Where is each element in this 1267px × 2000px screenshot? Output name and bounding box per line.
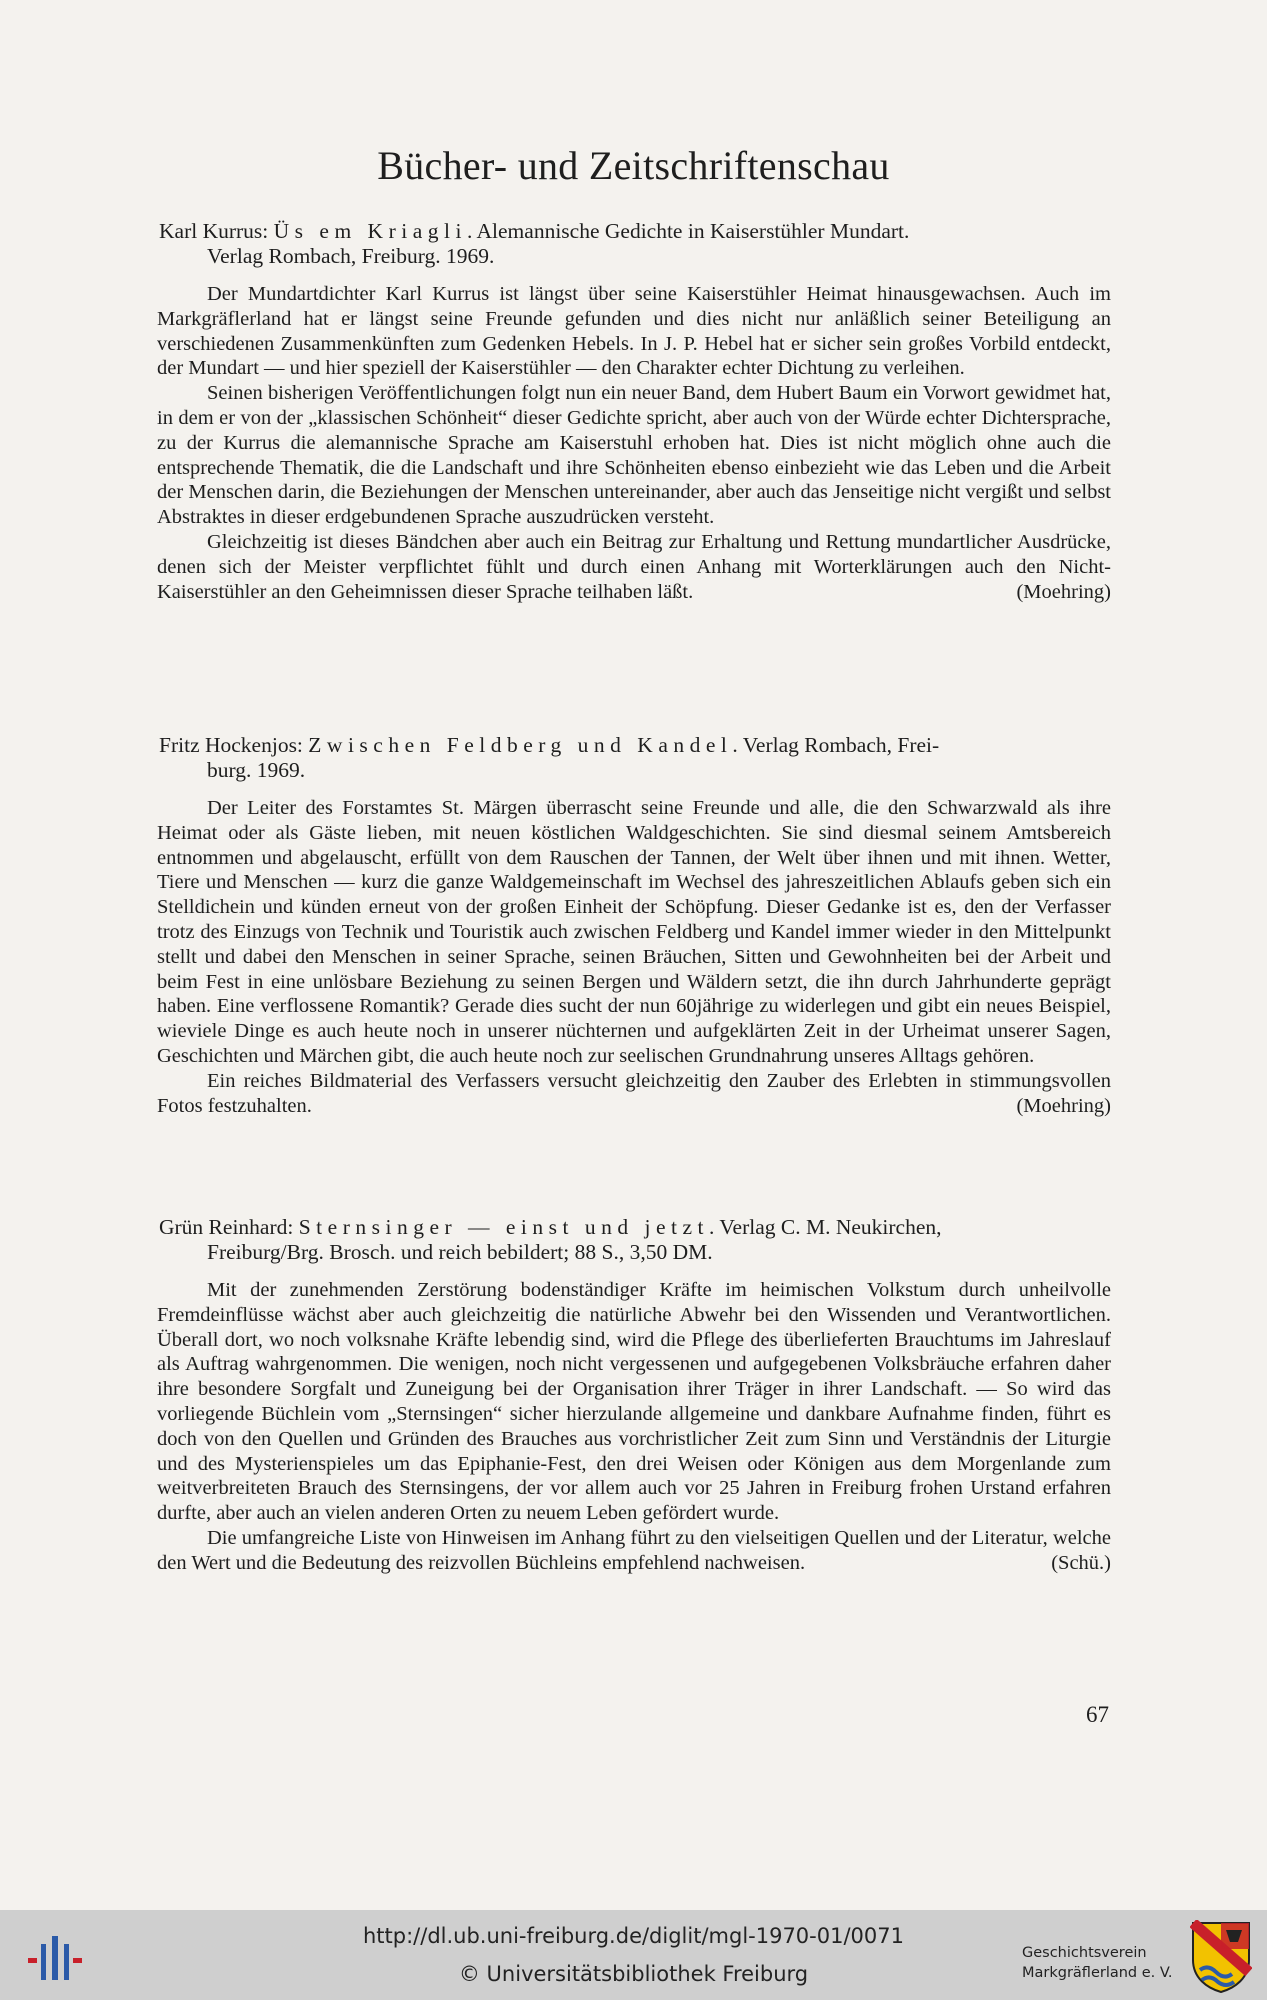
page-number: 67 [1086,1702,1109,1727]
review-signature: (Moehring) [1016,580,1111,603]
review-heading-rest: . Verlag Rombach, Frei- [732,733,940,757]
review-paragraph: Gleichzeitig ist dieses Bändchen aber auch ein Beitrag zur Erhaltung und Rettung mundartlicher Ausdrücke, denen sich der Meister verpflichtet fühlt und durch einen Anhang mit Worterklärungen auch den Nicht-Kaiserstühler an den Geheimnissen dieser Sprache teilhaben läßt. (Moehring) [157,530,1111,603]
review-heading-line2: Verlag Rombach, Freiburg. 1969. [207,244,495,268]
review-heading-line2: burg. 1969. [207,758,306,782]
review-author: Karl Kurrus: [159,219,274,243]
review-paragraph: Mit der zunehmenden Zerstörung bodenständiger Kräfte im heimischen Volkstum durch unheilvolle Fremdeinflüsse wächst aber auch gleichzeitig die natürliche Abwehr bei den Wissenden und Verantwortlichen. Überall dort, wo noch volksnahe Kräfte lebendig sind, wird die Pflege des überlieferten Brauchtums im Jahreslauf als Auftrag wahrgenommen. Die wenigen, noch nicht vergessenen und aufgegebenen Volksbräuche erfahren daher ihre besondere Sorgfalt und Zuneigung bei der Organisation ihrer Träger in ihrer Landschaft. — So wird das vorliegende Büchlein vom „Sternsingen“ sicher hierzulande allgemeine und dankbare Aufnahme finden, führt es doch von den Quellen und Gründen des Brauches aus vorchristlicher Zeit zum Sinn und Verständnis der Liturgie und des Mysterienspieles um das Epiphanie-Fest, den drei Weisen oder Königen aus dem Morgenlande zum weitverbreiteten Brauch des Sternsingens, der vor allem auch vor 25 Jahren in Freiburg frohen Urstand erfahren durfte, aber auch an vielen anderen Orten zu neuem Leben gefördert wurde. [157,1279,1111,1525]
copyright-text: © Universitätsbibliothek Freiburg [458,1962,809,1986]
review-body-1 [157,282,1111,604]
review-book-title: Zwischen Feldberg und Kandel [308,733,733,757]
footer-bar [0,1910,1267,2000]
review-paragraph: Der Leiter des Forstamtes St. Märgen überrascht seine Freunde und alle, die den Schwarzwald als ihre Heimat oder als Gäste lieben, mit neuen köstlichen Waldgeschichten. Sie sind diesmal seinem Amtsbereich entnommen und abgelauscht, erfüllt von dem Rauschen der Tannen, der Welt über ihnen und mit ihnen. Wetter, Tiere und Menschen — kurz die ganze Waldgemeinschaft im Wechsel des jahreszeitlichen Ablaufs geben sich ein Stelldichein und künden erneut von der großen Einheit der Schöpfung. Dieser Gedanke ist es, den der Verfasser trotz des Einzugs von Technik und Touristik auch zwischen Feldberg und Kandel immer wieder in den Mittelpunkt stellt und dabei den Menschen in seiner Sprache, seinen Bräuchen, Sitten und Gewohnheiten bei der Arbeit und beim Fest in eine unlösbare Beziehung zu seinen Bergen und Wäldern setzt, die ihn durch Jahrhunderte geprägt haben. Eine verflossene Romantik? Gerade dies sucht der nun 60jährige zu widerlegen und gibt ein neues Beispiel, wieviele Dinge es auch heute noch in unserer nüchternen und aufgeklärten Zeit in der Urheimat unserer Sagen, Geschichten und Märchen gibt, die auch heute noch zur seelischen Grundnahrung unseres Alltags gehören. [157,797,1111,1067]
review-author: Grün Reinhard: [159,1215,299,1239]
review-book-title: Sternsinger — einst und jetzt [298,1215,710,1239]
review-paragraph: Ein reiches Bildmaterial des Verfassers versucht gleichzeitig den Zauber des Erlebten in stimmungsvollen Fotos festzuhalten. (Moehring) [157,1069,1111,1117]
coat-of-arms-icon[interactable] [1190,1920,1252,1994]
review-signature: (Schü.) [1051,1551,1111,1574]
review-heading-line2: Freiburg/Brg. Brosch. und reich bebildert; 88 S., 3,50 DM. [207,1240,713,1264]
review-body-2 [157,796,1111,1118]
source-url-link[interactable]: http://dl.ub.uni-freiburg.de/diglit/mgl-1970-01/0071 [362,1924,904,1948]
review-author: Fritz Hockenjos: [159,733,309,757]
review-book-title: Üs em Kriagli [273,219,467,243]
review-heading-1 [159,219,1109,269]
review-paragraph: Der Mundartdichter Karl Kurrus ist längst über seine Kaiserstühler Heimat hinausgewachsen. Auch im Markgräflerland hat er längst seine Freunde gefunden und dies nicht nur anläßlich seiner Beteiligung an verschiedenen Zusammenkünften zum Gedenken Hebels. In J. P. Hebel hat er sicher sein großes Vorbild entdeckt, der Mundart — und hier speziell der Kaiserstühler — den Charakter echter Dichtung zu verleihen. [157,283,1111,380]
review-heading-3 [159,1215,1109,1265]
page-title: Bücher- und Zeitschriftenschau [377,143,890,188]
review-paragraph: Die umfangreiche Liste von Hinweisen im Anhang führt zu den vielseitigen Quellen und der Literatur, welche den Wert und die Bedeutung des reizvollen Büchleins empfehlend nachweisen. (Schü.) [157,1526,1111,1574]
review-signature: (Moehring) [1016,1094,1111,1117]
review-body-3 [157,1278,1111,1576]
review-heading-rest: . Verlag C. M. Neukirchen, [709,1215,942,1239]
review-paragraph: Seinen bisherigen Veröffentlichungen folgt nun ein neuer Band, dem Hubert Baum ein Vorwort gewidmet hat, in dem er von der „klassischen Schönheit“ dieser Gedichte spricht, aber auch von der Würde echter Dichtersprache, zu der Kurrus die alemannische Sprache am Kaiserstuhl erhoben hat. Dies ist nicht möglich ohne auch die entsprechende Thematik, die die Landschaft und ihre Schönheiten ebenso einbezieht wie das Leben und die Arbeit der Menschen darin, die Beziehungen der Menschen untereinander, aber auch das Jenseitige nicht vergißt und selbst Abstraktes in dieser erdgebundenen Sprache auszudrücken versteht. [157,382,1111,529]
review-heading-2 [159,733,1109,783]
review-heading-rest: . Alemannische Gedichte in Kaiserstühler Mundart. [466,219,910,243]
society-name: Geschichtsverein Markgräflerland e. V. [1022,1945,1173,1981]
